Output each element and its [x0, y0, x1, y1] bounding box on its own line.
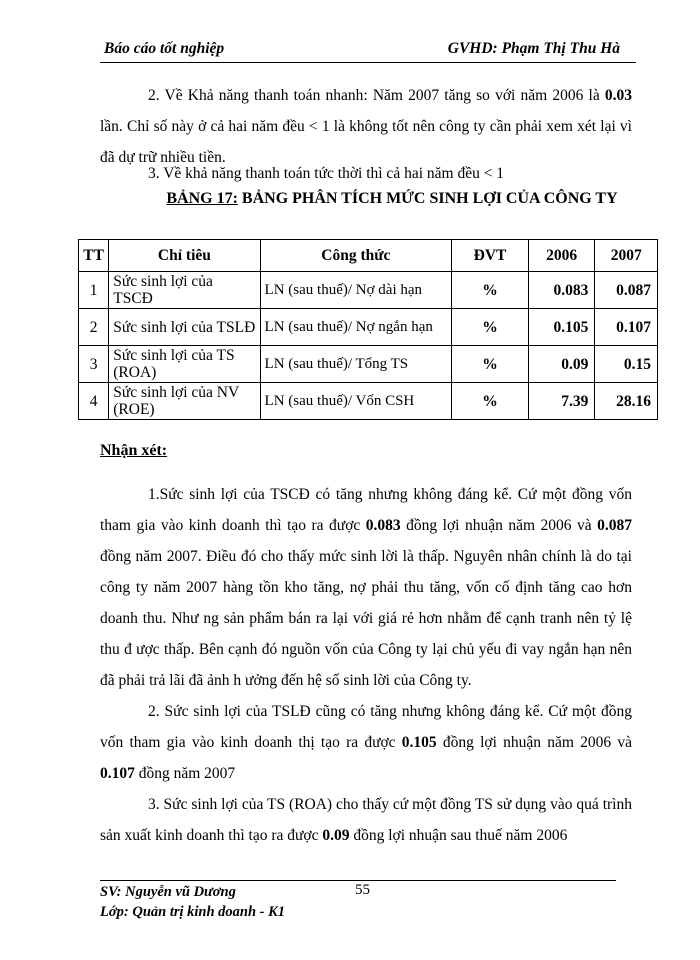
header-cong-thuc: Công thức	[260, 240, 452, 272]
cell-dvt: %	[452, 346, 529, 383]
footer-class: Lớp: Quản trị kinh doanh - K1	[100, 904, 286, 920]
cell-cong-thuc: LN (sau thuế)/ Tổng TS	[260, 346, 452, 383]
paragraph-cash-ratio: 3. Về khả năng thanh toán tức thời thì cả hai năm đều < 1	[148, 165, 505, 182]
header-2007: 2007	[595, 240, 658, 272]
table-header-row	[79, 240, 658, 272]
table-row	[79, 272, 658, 309]
table-title: BẢNG 17: BẢNG PHÂN TÍCH MỨC SINH LỢI CỦA CÔNG TY	[166, 190, 618, 207]
profitability-table	[78, 239, 658, 420]
cell-chi-tieu: Sức sinh lợi của TS (ROA)	[109, 346, 260, 383]
header-chi-tieu: Chỉ tiêu	[109, 240, 260, 272]
cell-2006: 0.083	[528, 272, 595, 309]
paragraph-quick-ratio: 2. Về Khả năng thanh toán nhanh: Năm 2007 tăng so với năm 2006 là 0.03 lần. Chỉ số này ở cả hai năm đều < 1 là không tốt nên công ty cần phải xem xét lại vì đã dự trữ nhiều tiền.	[100, 87, 632, 166]
table-row	[79, 383, 658, 420]
page-number: 55	[355, 882, 370, 898]
table-number: BẢNG 17:	[166, 190, 238, 207]
cell-dvt: %	[452, 383, 529, 420]
cell-2006: 0.09	[528, 346, 595, 383]
cell-cong-thuc: LN (sau thuế)/ Nợ ngắn hạn	[260, 309, 452, 346]
cell-cong-thuc: LN (sau thuế)/ Nợ dài hạn	[260, 272, 452, 309]
comment-paragraph-1: 1.Sức sinh lợi của TSCĐ có tăng nhưng không đáng kể. Cứ một đồng vốn tham gia vào kinh doanh thì tạo ra được 0.083 đồng lợi nhuận năm 2006 và 0.087 đồng năm 2007. Điều đó cho thấy mức sinh lời là thấp. Nguyên nhân chính là do tại công ty năm 2007 hàng tồn kho tăng, nợ phải thu tăng, vốn cố định tăng cao hơn doanh thu. Như ng sản phẩm bán ra lại với giá rẻ hơn nhằm để cạnh tranh nên tỷ lệ thu đ ược thấp. Bên cạnh đó nguồn vốn của Công ty lại chủ yếu đi vay ngắn hạn nên đã phải trả lãi đã ảnh h ưởng đến hệ số sinh lời của Công ty.	[100, 486, 633, 689]
header-tt: TT	[79, 240, 109, 272]
page-header	[100, 38, 636, 63]
cell-tt: 2	[79, 309, 109, 346]
cell-2007: 0.087	[595, 272, 658, 309]
header-report-title: Báo cáo tốt nghiệp	[104, 40, 225, 57]
cell-dvt: %	[452, 272, 529, 309]
cell-chi-tieu: Sức sinh lợi của TSCĐ	[109, 272, 260, 309]
cell-2006: 0.105	[528, 309, 595, 346]
cell-2007: 0.107	[595, 309, 658, 346]
cell-chi-tieu: Sức sinh lợi của TSLĐ	[109, 309, 260, 346]
comments-heading: Nhận xét:	[100, 442, 168, 459]
cell-2007: 28.16	[595, 383, 658, 420]
cell-dvt: %	[452, 309, 529, 346]
header-dvt: ĐVT	[452, 240, 529, 272]
table-row	[79, 346, 658, 383]
cell-2006: 7.39	[528, 383, 595, 420]
cell-tt: 3	[79, 346, 109, 383]
table-row	[79, 309, 658, 346]
cell-2007: 0.15	[595, 346, 658, 383]
comment-paragraph-3: 3. Sức sinh lợi của TS (ROA) cho thấy cứ một đồng TS sử dụng vào quá trình sản xuất kinh doanh thì tạo ra được 0.09 đồng lợi nhuận sau thuế năm 2006	[100, 796, 632, 844]
cell-tt: 4	[79, 383, 109, 420]
footer-student: SV: Nguyễn vũ Dương	[100, 884, 236, 900]
comment-paragraph-2: 2. Sức sinh lợi của TSLĐ cũng có tăng nhưng không đáng kể. Cứ một đồng vốn tham gia vào kinh doanh thị tạo ra được 0.105 đồng lợi nhuận năm 2006 và 0.107 đồng năm 2007	[100, 703, 632, 782]
cell-chi-tieu: Sức sinh lợi của NV (ROE)	[109, 383, 260, 420]
footer-divider	[100, 880, 616, 881]
header-supervisor: GVHD: Phạm Thị Thu Hà	[447, 40, 620, 57]
cell-tt: 1	[79, 272, 109, 309]
header-2006: 2006	[528, 240, 595, 272]
cell-cong-thuc: LN (sau thuế)/ Vốn CSH	[260, 383, 452, 420]
